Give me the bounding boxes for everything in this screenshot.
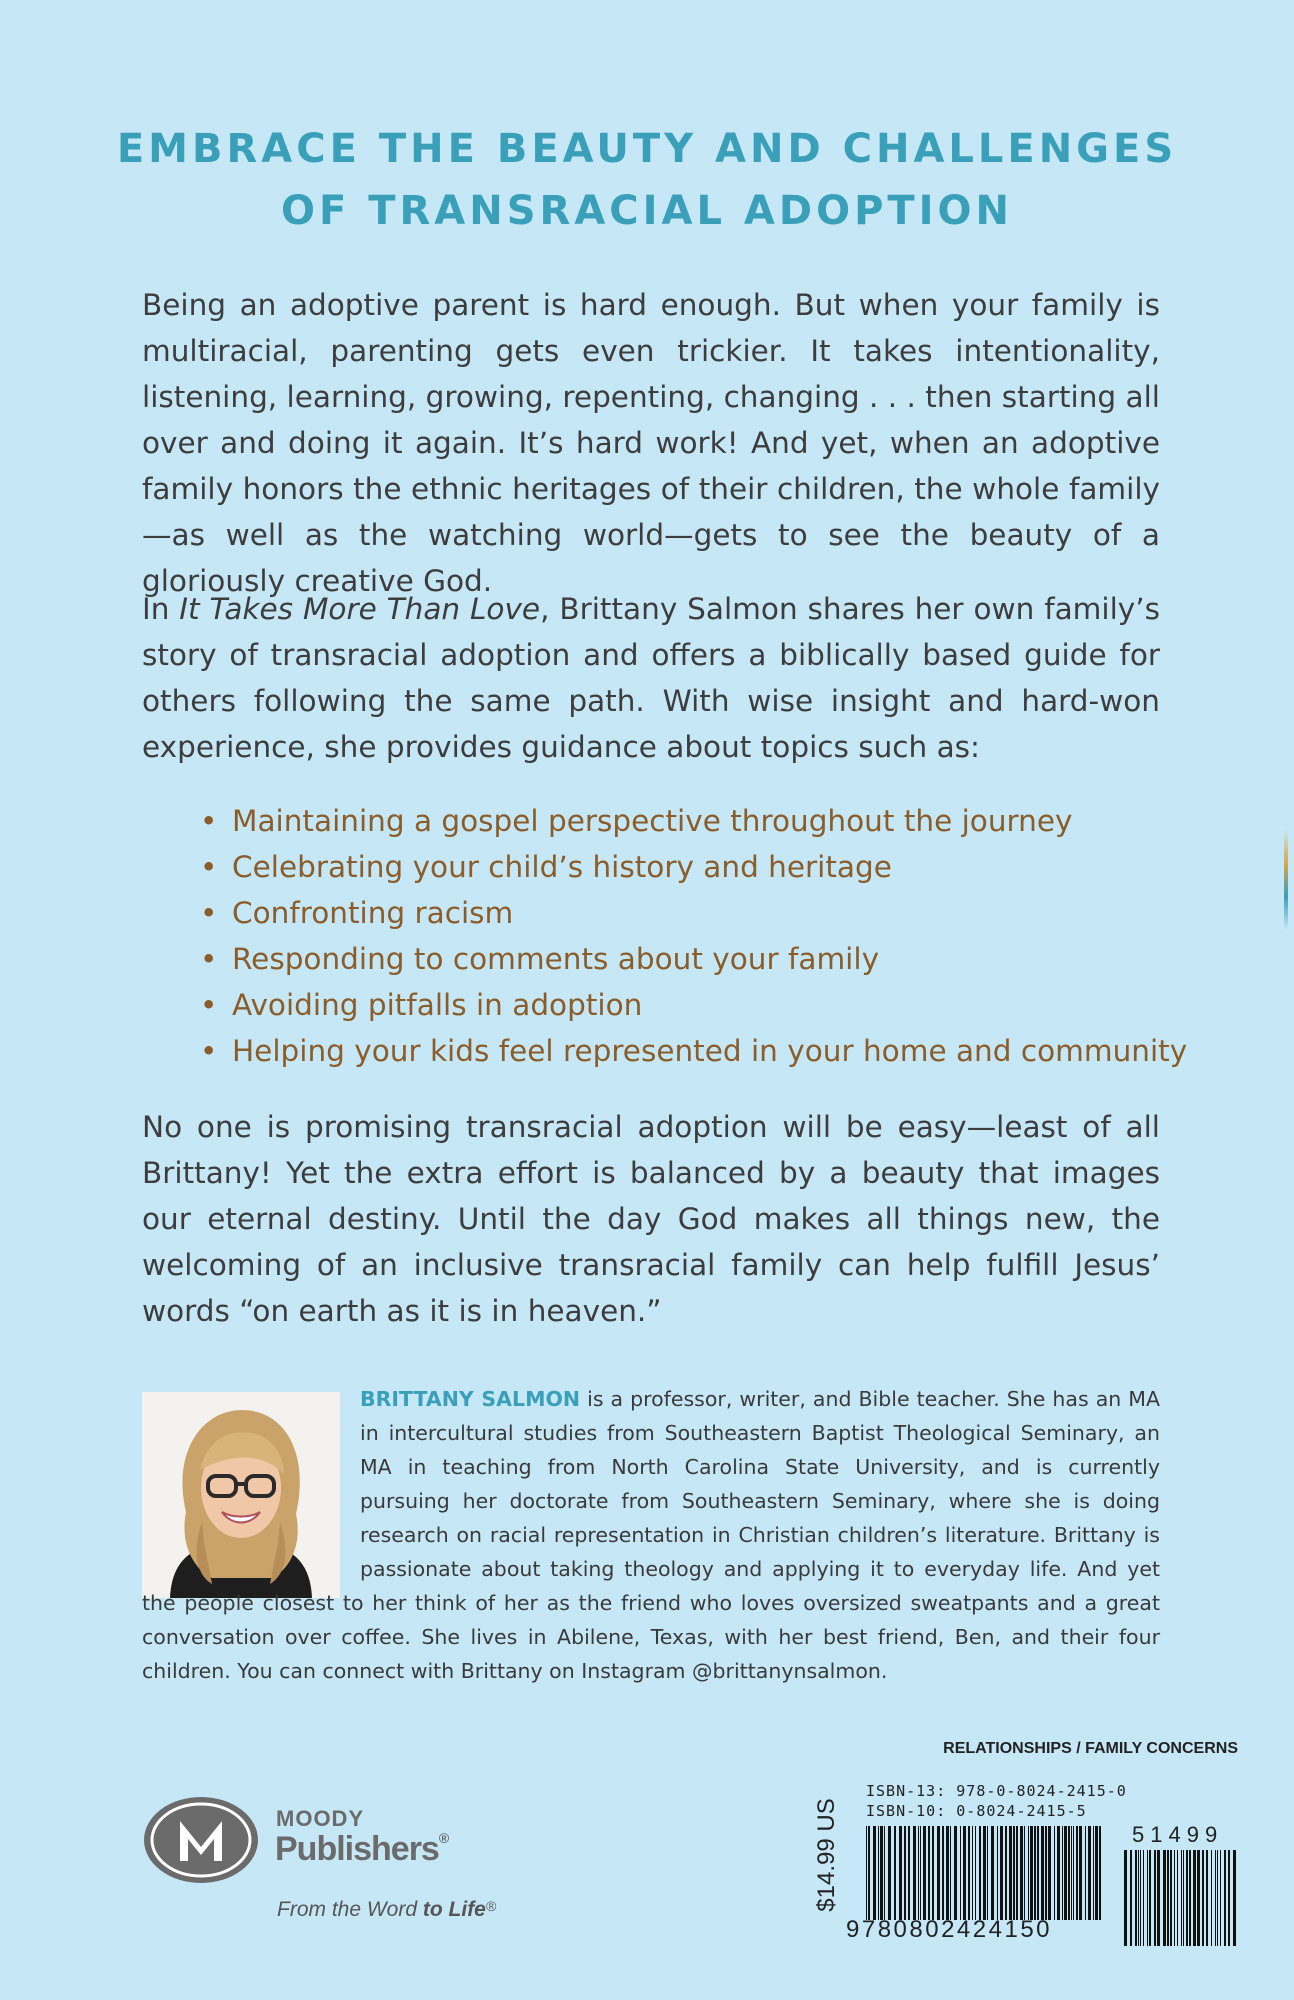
bullet-dot: • xyxy=(200,896,218,930)
bullet-dot: • xyxy=(200,804,218,838)
price-addon-digits: 51499 xyxy=(1132,1822,1224,1847)
barcode-bar xyxy=(1130,1850,1132,1946)
publisher-name-bottom xyxy=(275,1830,448,1869)
barcode-bar xyxy=(868,1826,870,1920)
barcode-bar xyxy=(878,1826,879,1920)
barcode-bar xyxy=(1233,1850,1236,1946)
barcode-bar xyxy=(1197,1850,1200,1946)
barcode-bar xyxy=(1020,1826,1023,1920)
barcode-bar xyxy=(1009,1826,1012,1920)
tagline-start: From the Word xyxy=(277,1898,423,1921)
barcode-bar xyxy=(1076,1826,1078,1920)
barcode-bar xyxy=(932,1826,934,1920)
publisher-logo xyxy=(142,1790,502,1940)
barcode-bar xyxy=(937,1826,940,1920)
barcode-bar xyxy=(1064,1826,1067,1920)
topic-item xyxy=(200,936,1160,982)
barcode-digits: 9780802424150 xyxy=(846,1916,1053,1943)
barcode-bar xyxy=(1157,1850,1160,1946)
barcode-bar xyxy=(1135,1850,1137,1946)
barcode-bar xyxy=(884,1826,885,1920)
tagline-mark: ® xyxy=(485,1898,497,1914)
author-name: BRITTANY SALMON xyxy=(360,1387,581,1411)
barcode-bar xyxy=(1099,1826,1101,1920)
tagline-bold: to Life xyxy=(422,1898,486,1921)
headline-line-1: EMBRACE THE BEAUTY AND CHALLENGES xyxy=(116,126,1178,172)
bullet-dot: • xyxy=(200,942,218,976)
barcode-bar xyxy=(928,1826,930,1920)
barcode-bar xyxy=(1054,1826,1055,1920)
topic-item xyxy=(200,890,1160,936)
barcode-bar xyxy=(983,1826,986,1920)
barcode-bar xyxy=(1030,1826,1033,1920)
topic-item xyxy=(200,982,1160,1028)
barcode-block xyxy=(808,1770,1240,1970)
barcode-bar xyxy=(1174,1850,1175,1946)
moody-m-icon xyxy=(142,1795,260,1885)
barcode-bar xyxy=(913,1826,916,1920)
barcode-bar xyxy=(873,1826,876,1920)
barcode-bar xyxy=(1220,1850,1221,1946)
registered-mark: ® xyxy=(438,1830,449,1846)
barcode-bar xyxy=(904,1826,906,1920)
barcode-bar xyxy=(1024,1826,1025,1920)
barcode-bar xyxy=(942,1826,944,1920)
barcode-bar xyxy=(1163,1850,1166,1946)
book-summary-paragraph xyxy=(142,586,1160,770)
barcode-bar xyxy=(1215,1850,1216,1946)
barcode-bar xyxy=(1037,1826,1039,1920)
barcode-bar xyxy=(1093,1826,1094,1920)
barcode-bar xyxy=(1140,1850,1141,1946)
barcode-bar xyxy=(1073,1826,1074,1920)
barcode-bar xyxy=(920,1826,921,1920)
ean-barcode xyxy=(866,1826,1102,1920)
barcode-bar xyxy=(1183,1850,1184,1946)
summary-lead: In xyxy=(142,592,180,626)
bisac-category: RELATIONSHIPS / FAMILY CONCERNS xyxy=(943,1740,1238,1757)
topics-list xyxy=(200,798,1188,1074)
barcode-bar xyxy=(923,1826,926,1920)
barcode-bar xyxy=(954,1826,957,1920)
barcode-bar xyxy=(1095,1826,1098,1920)
topic-text: Avoiding pitfalls in adoption xyxy=(232,988,643,1022)
barcode-bar xyxy=(1149,1850,1151,1946)
barcode-bar xyxy=(1041,1826,1044,1920)
barcode-bar xyxy=(880,1826,883,1920)
isbn-10: ISBN-10: 0-8024-2415-5 xyxy=(866,1802,1087,1820)
barcode-bar xyxy=(1170,1850,1172,1946)
headline xyxy=(0,118,1294,242)
book-title: It Takes More Than Love xyxy=(179,592,541,626)
barcode-bar xyxy=(1057,1826,1060,1920)
barcode-bar xyxy=(1147,1850,1148,1946)
barcode-bar xyxy=(987,1826,988,1920)
topic-item xyxy=(200,844,1160,890)
publisher-name-top: MOODY xyxy=(276,1806,365,1831)
barcode-bar xyxy=(1045,1826,1047,1920)
barcode-bar xyxy=(1028,1826,1029,1920)
barcode-bar xyxy=(1167,1850,1169,1946)
intro-paragraph: Being an adoptive parent is hard enough. But when your family is multiracial, parenting gets even trickier. It takes intentionality, listening, learning, growing, repenting, changing . . . then starting all over and doing it again. It’s hard work! And yet, when an adoptive family honors the ethnic heritages of their children, the whole family—as well as the watching world—gets to see the beauty of a gloriously creative God. xyxy=(142,288,1160,598)
barcode-bar xyxy=(950,1826,951,1920)
barcode-bar xyxy=(1228,1850,1230,1946)
barcode-bar xyxy=(1016,1826,1018,1920)
barcode-bar xyxy=(1013,1826,1015,1920)
barcode-bar xyxy=(960,1826,961,1920)
barcode-bar xyxy=(1034,1826,1036,1920)
price-addon-barcode xyxy=(1124,1850,1238,1946)
price-label xyxy=(810,1780,844,1930)
barcode-bar xyxy=(918,1826,919,1920)
topic-text: Maintaining a gospel perspective throughout the journey xyxy=(232,804,1073,838)
barcode-bar xyxy=(979,1826,981,1920)
barcode-bar xyxy=(866,1826,867,1920)
isbn-13: ISBN-13: 978-0-8024-2415-0 xyxy=(866,1782,1127,1800)
barcode-bar xyxy=(1143,1850,1144,1946)
barcode-bar xyxy=(1068,1826,1070,1920)
publisher-tagline xyxy=(277,1898,496,1922)
closing-paragraph: No one is promising transracial adoption will be easy—least of all Brittany! Yet the extra effort is balanced by a beauty that images our eternal destiny. Until the day God makes all things new, the welcoming of an inclusive transracial family can help fulfill Jesus’ words “on earth as it is in heaven.” xyxy=(142,1110,1160,1328)
headline-line-2: OF TRANSRACIAL ADOPTION xyxy=(280,188,1014,234)
barcode-bar xyxy=(1181,1850,1182,1946)
barcode-bar xyxy=(1062,1826,1063,1920)
barcode-bar xyxy=(1189,1850,1191,1946)
topic-item xyxy=(200,1028,1188,1074)
bullet-dot: • xyxy=(200,988,218,1022)
topic-text: Confronting racism xyxy=(232,896,514,930)
barcode-bar xyxy=(888,1826,891,1920)
topic-text: Celebrating your child’s history and heritage xyxy=(232,850,892,884)
barcode-bar xyxy=(1206,1850,1208,1946)
barcode-bar xyxy=(1005,1826,1007,1920)
topic-text: Helping your kids feel represented in your home and community xyxy=(232,1034,1188,1068)
barcode-bar xyxy=(1202,1850,1204,1946)
barcode-bar xyxy=(946,1826,949,1920)
author-bio-text: is a professor, writer, and Bible teacher. She has an MA in intercultural studies from Southeastern Baptist Theological Seminary, an MA in teaching from North Carolina State University, and is currently pursuing her doctorate from Southeastern Seminary, where she is doing research on racial representation in Christian children’s literature. Brittany is passionate about taking theology and applying it to everyday life. And yet the people closest to her think of her as the friend who loves oversized sweatpants and a great conversation over coffee. She lives in Abilene, Texas, with her best friend, Ben, and their four children. You can connect with Brittany on Instagram @brittanynsalmon. xyxy=(142,1387,1160,1683)
barcode-bar xyxy=(1138,1850,1139,1946)
barcode-bar xyxy=(908,1826,910,1920)
bullet-dot: • xyxy=(200,850,218,884)
barcode-bar xyxy=(1124,1850,1127,1946)
barcode-bar xyxy=(1217,1850,1218,1946)
barcode-bar xyxy=(972,1826,973,1920)
barcode-bar xyxy=(1048,1826,1051,1920)
barcode-bar xyxy=(1177,1850,1178,1946)
barcode-bar xyxy=(968,1826,970,1920)
summary-rest: , Brittany Salmon shares her own family’s story of transracial adoption and offers a biblically based guide for others following the same path. With wise insight and hard-won experience, she provides guidance about topics such as: xyxy=(142,592,1160,764)
barcode-bar xyxy=(1154,1850,1156,1946)
barcode-bar xyxy=(1085,1826,1086,1920)
barcode-bar xyxy=(894,1826,896,1920)
barcode-bar xyxy=(997,1826,998,1920)
bullet-dot: • xyxy=(200,1034,218,1068)
price-text: $14.99 US xyxy=(813,1798,840,1912)
barcode-bar xyxy=(1186,1850,1188,1946)
barcode-bar xyxy=(975,1826,976,1920)
topic-text: Responding to comments about your family xyxy=(232,942,880,976)
barcode-bar xyxy=(1193,1850,1196,1946)
barcode-bar xyxy=(963,1826,966,1920)
barcode-bar xyxy=(1088,1826,1091,1920)
spine-edge-mark xyxy=(1284,830,1288,930)
author-bio xyxy=(142,1382,1160,1688)
barcode-bar xyxy=(1224,1850,1226,1946)
barcode-bar xyxy=(1211,1850,1212,1946)
barcode-bar xyxy=(899,1826,902,1920)
topic-item xyxy=(200,798,1160,844)
barcode-bar xyxy=(1000,1826,1003,1920)
barcode-bar xyxy=(1071,1826,1072,1920)
publisher-name-word: Publishers xyxy=(275,1830,439,1868)
barcode-bar xyxy=(1079,1826,1082,1920)
barcode-bar xyxy=(991,1826,994,1920)
